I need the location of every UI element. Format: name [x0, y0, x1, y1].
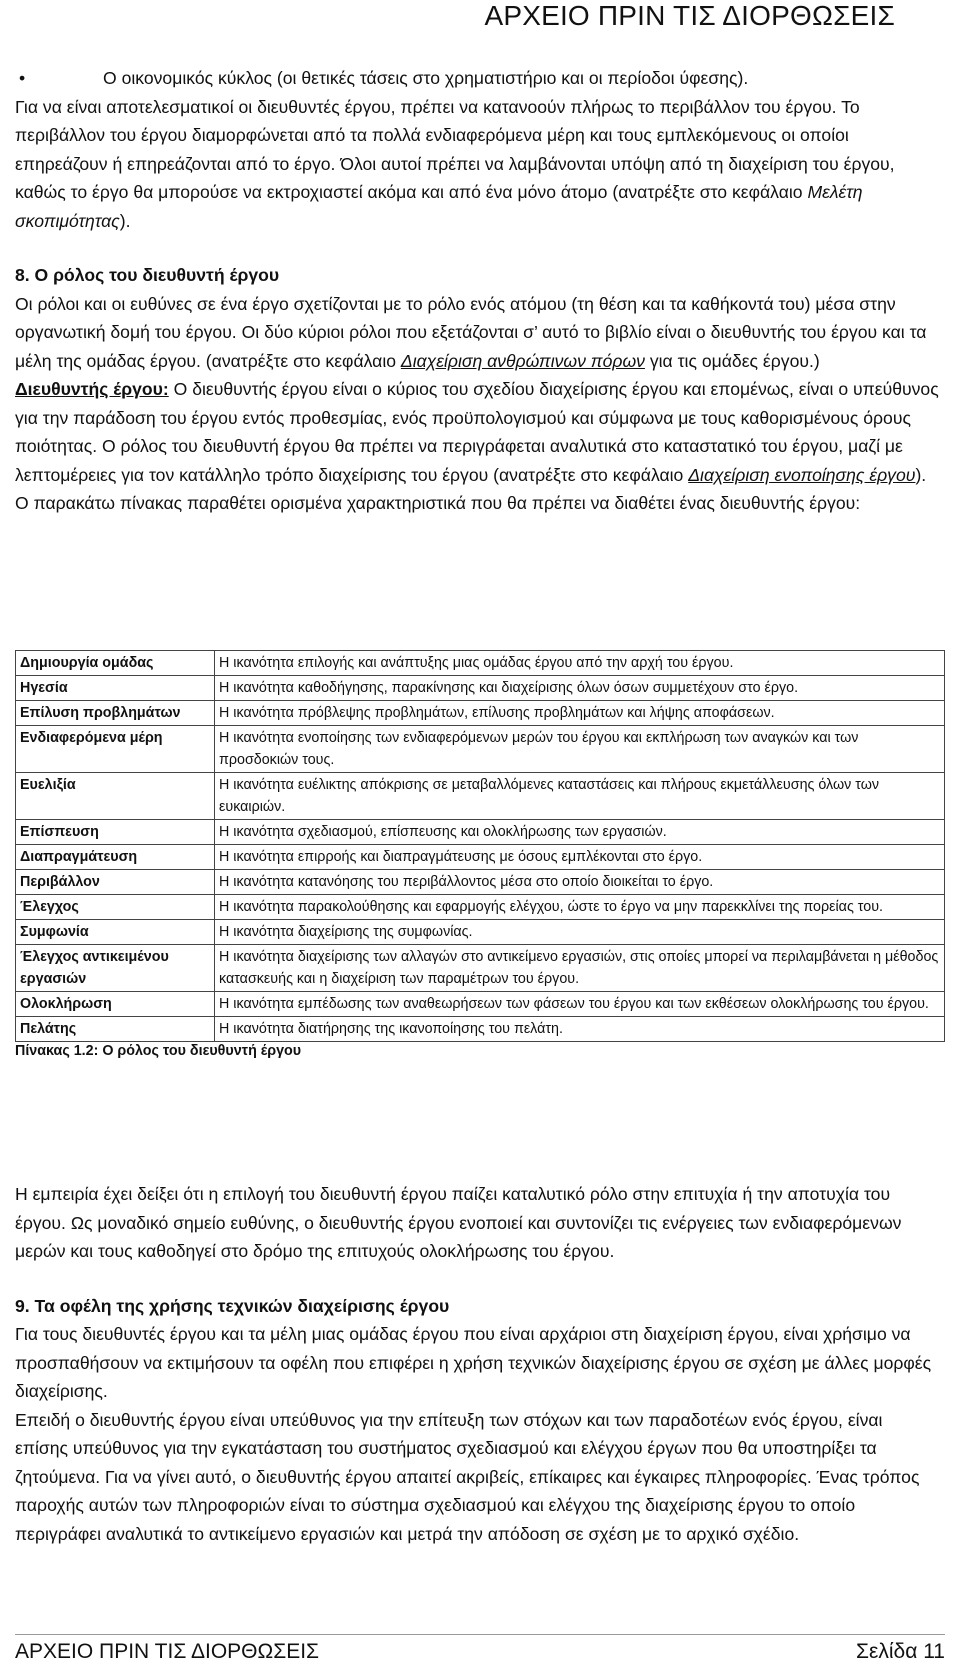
intro-paragraph	[15, 93, 940, 236]
role-description-cell: Η ικανότητα διαχείρισης των αλλαγών στο αντικείμενο εργασιών, στις οποίες μπορεί να περιλαμβάνεται η μέθοδος κατασκευής και η διαχείριση των παραμέτρων του έργου.	[215, 945, 945, 992]
section-9-heading: 9. Τα οφέλη της χρήσης τεχνικών διαχείρισης έργου	[15, 1295, 450, 1316]
role-description-cell: Η ικανότητα ευέλικτης απόκρισης σε μεταβαλλόμενες καταστάσεις και πλήρους εκμετάλλευσης όλων των ευκαιριών.	[215, 773, 945, 820]
table-row	[16, 920, 945, 945]
role-description-cell: Η ικανότητα επιρροής και διαπραγμάτευσης με όσους εμπλέκονται στο έργο.	[215, 845, 945, 870]
table-row	[16, 895, 945, 920]
table-row	[16, 1017, 945, 1042]
role-label-cell: Ενδιαφερόμενα μέρη	[16, 726, 215, 773]
s8-p2-text-2: ). Ο παρακάτω πίνακας παραθέτει ορισμένα χαρακτηριστικά που θα πρέπει να διαθέτει ένας διευθυντής έργου:	[15, 464, 927, 513]
project-manager-label: Διευθυντής έργου:	[15, 379, 169, 399]
s8-p2-chapter-ref: Διαχείριση ενοποίησης έργου	[688, 464, 916, 485]
experience-paragraph: Η εμπειρία έχει δείξει ότι η επιλογή του διευθυντή έργου παίζει καταλυτικό ρόλο στην επιτυχία ή την αποτυχία του έργου. Ως μοναδικό σημείο ευθύνης, ο διευθυντής έργου ενοποιεί και συντονίζει τις ενέργειες των ενδιαφερόμενων μερών και τους καθοδηγεί στο δρόμο της επιτυχούς ολοκλήρωσης του έργου.	[15, 1184, 902, 1261]
section-9-paragraph-2: Επειδή ο διευθυντής έργου είναι υπεύθυνος για την επίτευξη των στόχων και των παραδοτέων ενός έργου, είναι επίσης υπεύθυνος για την εγκατάσταση του συστήματος σχεδιασμού και ελέγχου έργων που θα υποστηρίξει τα ζητούμενα. Για να γίνει αυτό, ο διευθυντής έργου απαιτεί ακριβείς, επίκαιρες και έγκαιρες πληροφορίες. Ένας τρόπος παροχής αυτών των πληροφοριών είναι το σύστημα σχεδιασμού και ελέγχου της διαχείρισης έργου το οποίο περιγράφει αναλυτικά το αντικείμενο εργασιών και μετρά την απόδοση σε σχέση με το αρχικό σχέδιο.	[15, 1409, 920, 1544]
section-8-paragraph-1	[15, 290, 940, 376]
role-description-cell: Η ικανότητα διατήρησης της ικανοποίησης του πελάτη.	[215, 1017, 945, 1042]
table-row	[16, 870, 945, 895]
role-description-cell: Η ικανότητα σχεδιασμού, επίσπευσης και ολοκλήρωσης των εργασιών.	[215, 820, 945, 845]
intro-text-1: Για να είναι αποτελεσματικοί οι διευθυντές έργου, πρέπει να κατανοούν πλήρως το περιβάλλον του έργου. Το περιβάλλον του έργου διαμορφώνεται από τα πολλά ενδιαφερόμενα μέρη και τους εμπλεκόμενους οι οποίοι επηρεάζουν ή επηρεάζονται από το έργο. Όλοι αυτοί πρέπει να λαμβάνονται υπόψη από τη διαχείριση του έργου, καθώς το έργο θα μπορούσε να εκτροχιαστεί ακόμα και από ένα μόνο άτομο (ανατρέξτε στο κεφάλαιο	[15, 96, 895, 202]
table-row	[16, 676, 945, 701]
table-caption: Πίνακας 1.2: Ο ρόλος του διευθυντή έργου	[15, 1043, 302, 1059]
s8-p1-text-2: για τις ομάδες έργου.)	[644, 350, 820, 371]
bullet-marker: •	[19, 68, 26, 88]
role-label-cell: Διαπραγμάτευση	[16, 845, 215, 870]
role-label-cell: Δημιουργία ομάδας	[16, 651, 215, 676]
intro-chapter-ref: Μελέτη σκοπιμότητας	[15, 182, 863, 231]
role-label-cell: Περιβάλλον	[16, 870, 215, 895]
role-label-cell: Έλεγχος αντικειμένου εργασιών	[16, 945, 215, 992]
s8-p1-text-1: Οι ρόλοι και οι ευθύνες σε ένα έργο σχετίζονται με το ρόλο ενός ατόμου (τη θέση και τα καθήκοντά του) μέσα στην οργανωτική δομή του έργου. Οι δύο κύριοι ρόλοι που εξετάζονται σ’ αυτό το βιβλίο είναι ο διευθυντής του έργου και τα μέλη της ομάδας έργου. (ανατρέξτε στο κεφάλαιο	[15, 293, 927, 371]
s8-p2-text-1: Ο διευθυντής έργου είναι ο κύριος του σχεδίου διαχείρισης έργου και επομένως, είναι ο υπεύθυνος για την παράδοση του έργου εντός προθεσμίας, ενός προϋπολογισμού και σύμφωνα με τους καθορισμένους όρους ποιότητας. Ο ρόλος του διευθυντή έργου θα πρέπει να περιγράφεται αναλυτικά στο καταστατικό του έργου, μαζί με λεπτομέρειες για τον κατάλληλο τρόπο διαχείρισης του έργου (ανατρέξτε στο κεφάλαιο	[15, 379, 939, 485]
roles-table	[15, 650, 945, 1042]
section-8-heading: 8. Ο ρόλος του διευθυντή έργου	[15, 265, 280, 285]
after-table-content	[15, 1180, 940, 1548]
table-row	[16, 651, 945, 676]
role-label-cell: Επίλυση προβλημάτων	[16, 701, 215, 726]
table-row	[16, 945, 945, 992]
role-label-cell: Ολοκλήρωση	[16, 992, 215, 1017]
table-row	[16, 992, 945, 1017]
table-row	[16, 726, 945, 773]
role-label-cell: Συμφωνία	[16, 920, 215, 945]
role-description-cell: Η ικανότητα καθοδήγησης, παρακίνησης και διαχείρισης όλων όσων συμμετέχουν στο έργο.	[215, 676, 945, 701]
role-description-cell: Η ικανότητα εμπέδωσης των αναθεωρήσεων των φάσεων του έργου και των εκθέσεων ολοκλήρωσης του έργου.	[215, 992, 945, 1017]
role-label-cell: Ευελιξία	[16, 773, 215, 820]
role-label-cell: Πελάτης	[16, 1017, 215, 1042]
role-label-cell: Έλεγχος	[16, 895, 215, 920]
intro-text-2: ).	[119, 210, 131, 231]
section-8-paragraph-2	[15, 375, 940, 518]
role-label-cell: Ηγεσία	[16, 676, 215, 701]
roles-table-body	[16, 651, 945, 1042]
table-row	[16, 820, 945, 845]
page-header-title: ΑΡΧΕΙΟ ΠΡΙΝ ΤΙΣ ΔΙΟΡΘΩΣΕΙΣ	[484, 0, 895, 31]
table-row	[16, 845, 945, 870]
role-description-cell: Η ικανότητα κατανόησης του περιβάλλοντος μέσα στο οποίο διοικείται το έργο.	[215, 870, 945, 895]
bullet-item	[15, 64, 940, 93]
role-description-cell: Η ικανότητα πρόβλεψης προβλημάτων, επίλυσης προβλημάτων και λήψης αποφάσεων.	[215, 701, 945, 726]
roles-table-wrapper	[15, 650, 945, 1059]
role-label-cell: Επίσπευση	[16, 820, 215, 845]
role-description-cell: Η ικανότητα διαχείρισης της συμφωνίας.	[215, 920, 945, 945]
page-number: Σελίδα 11	[856, 1640, 945, 1663]
bullet-text: Ο οικονομικός κύκλος (οι θετικές τάσεις στο χρηματιστήριο και οι περίοδοι ύφεσης).	[103, 68, 749, 88]
role-description-cell: Η ικανότητα επιλογής και ανάπτυξης μιας ομάδας έργου από την αρχή του έργου.	[215, 651, 945, 676]
role-description-cell: Η ικανότητα ενοποίησης των ενδιαφερόμενων μερών του έργου και εκπλήρωση των αναγκών και των προσδοκιών τους.	[215, 726, 945, 773]
table-row	[16, 701, 945, 726]
table-row	[16, 773, 945, 820]
page-content	[15, 64, 940, 518]
role-description-cell: Η ικανότητα παρακολούθησης και εφαρμογής ελέγχου, ώστε το έργο να μην παρεκκλίνει της πορείας του.	[215, 895, 945, 920]
s8-p1-chapter-ref: Διαχείριση ανθρώπινων πόρων	[400, 350, 645, 371]
footer-title: ΑΡΧΕΙΟ ΠΡΙΝ ΤΙΣ ΔΙΟΡΘΩΣΕΙΣ	[15, 1640, 320, 1663]
footer-divider	[15, 1634, 945, 1635]
section-9-paragraph-1: Για τους διευθυντές έργου και τα μέλη μιας ομάδας έργου που είναι αρχάριοι στη διαχείριση έργου, είναι χρήσιμο να προσπαθήσουν να εκτιμήσουν τα οφέλη που επιφέρει η χρήση τεχνικών διαχείρισης έργου σε σχέση με άλλες μορφές διαχείρισης.	[15, 1324, 932, 1401]
